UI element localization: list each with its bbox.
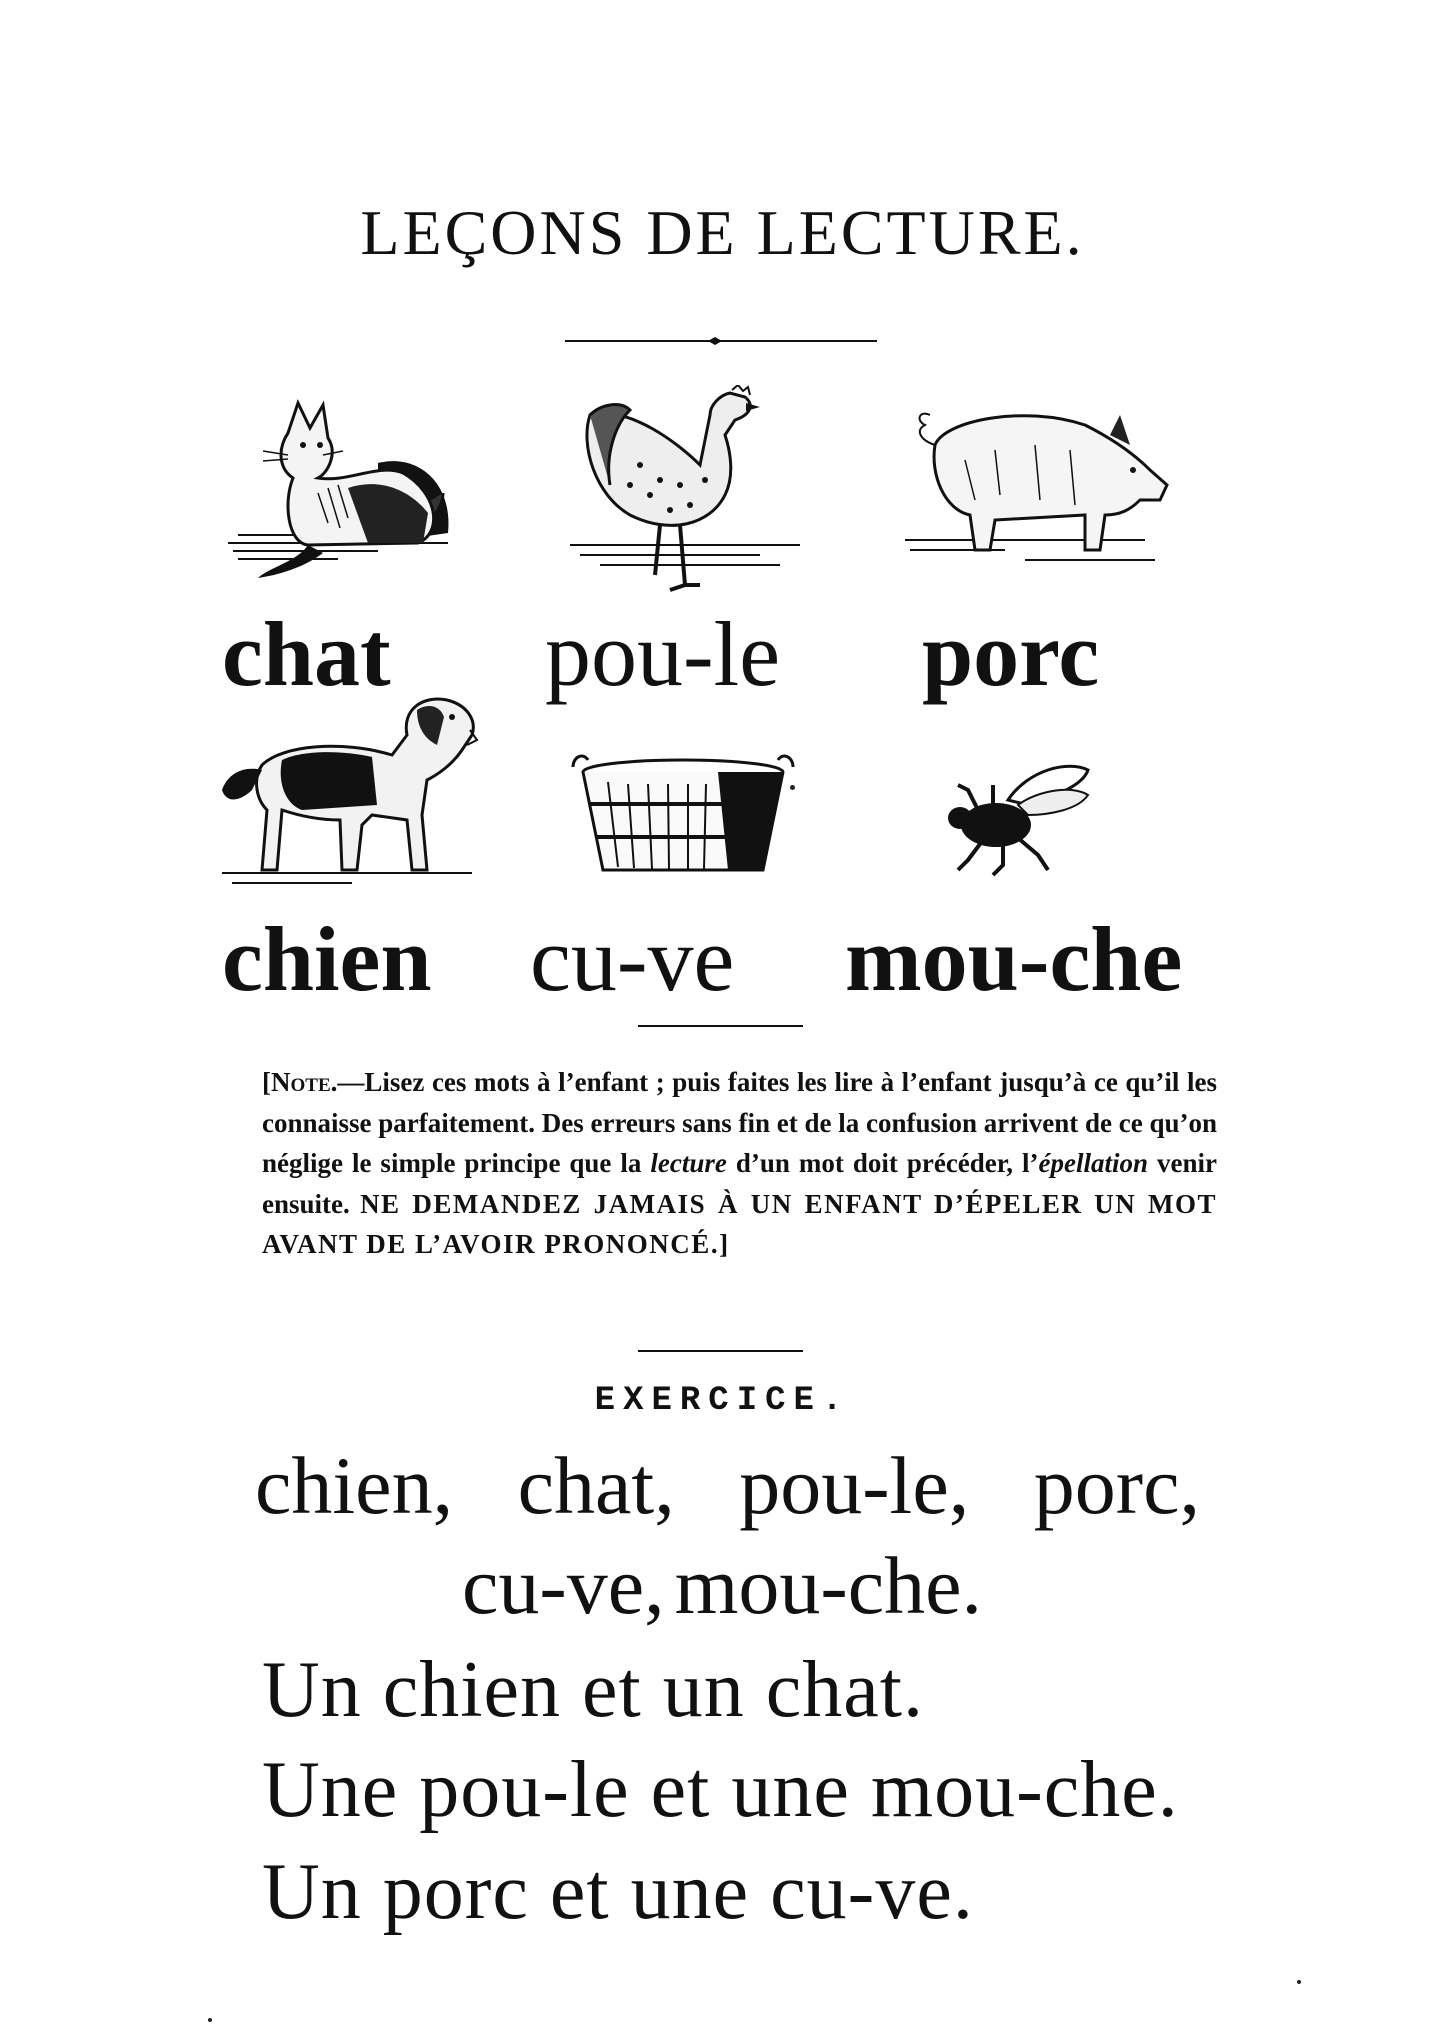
rule-above-note: [638, 1025, 803, 1027]
fly-icon: [948, 760, 1093, 878]
dog-icon: [222, 695, 482, 890]
page-title: LEÇONS DE LECTURE.: [360, 197, 1085, 268]
sentence-3: Un porc et une cu-ve.: [262, 1848, 974, 1936]
sentence-1: Un chien et un chat.: [262, 1646, 924, 1734]
pig-icon: [905, 400, 1170, 575]
note-caps-warning: NE DEMANDEZ JAMAIS À UN ENFANT D’ÉPELER UN MOT AVANT DE L’AVOIR PRONONCÉ.: [262, 1188, 1217, 1259]
exercise-line-2: [462, 1540, 982, 1631]
exercise-word: chien,: [255, 1440, 454, 1531]
hen-icon: [560, 385, 805, 595]
cat-icon: [228, 393, 458, 583]
sentence-2: Une pou-le et une mou-che.: [262, 1746, 1179, 1834]
title-rule-diamond: [708, 337, 722, 345]
word-pou-le: pou-le: [545, 603, 781, 705]
note-open-bracket: [: [262, 1067, 271, 1097]
exercise-word: mou-che.: [674, 1540, 982, 1631]
word-mou-che: mou-che: [845, 908, 1183, 1010]
note-dash: —: [337, 1067, 365, 1097]
exercise-word: pou-le,: [739, 1440, 970, 1531]
teacher-note: [262, 1062, 1217, 1265]
note-label: Note.: [271, 1067, 338, 1097]
exercise-word: cu-ve,: [462, 1540, 665, 1631]
note-text-3: venir ensuite.: [262, 1148, 1217, 1219]
scan-speck: [1297, 1980, 1301, 1984]
rule-above-exercise: [638, 1350, 803, 1352]
note-italic-epellation: épellation: [1038, 1148, 1149, 1178]
scan-speck: [790, 785, 795, 790]
word-porc: porc: [922, 603, 1100, 705]
word-cu-ve: cu-ve: [530, 908, 735, 1010]
scan-speck: [208, 2018, 212, 2022]
exercise-heading: EXERCICE.: [594, 1382, 851, 1420]
note-italic-lecture: lecture: [650, 1148, 727, 1178]
note-close-bracket: ]: [719, 1229, 729, 1259]
tub-icon: [568, 752, 798, 880]
note-text-2: d’un mot doit précéder, l’: [726, 1148, 1039, 1178]
word-chat: chat: [222, 603, 391, 705]
note-text-1: Lisez ces mots à l’enfant ; puis faites les lire à l’enfant jusqu’à ce qu’il les connaisse parfaitement. Des erreurs sans fin et de la confusion arrivent de ce qu’on néglige le simple principe que la: [262, 1067, 1217, 1178]
word-chien: chien: [222, 908, 432, 1010]
exercise-line-1: [255, 1440, 1200, 1531]
exercise-word: porc,: [1033, 1440, 1200, 1531]
exercise-word: chat,: [517, 1440, 675, 1531]
